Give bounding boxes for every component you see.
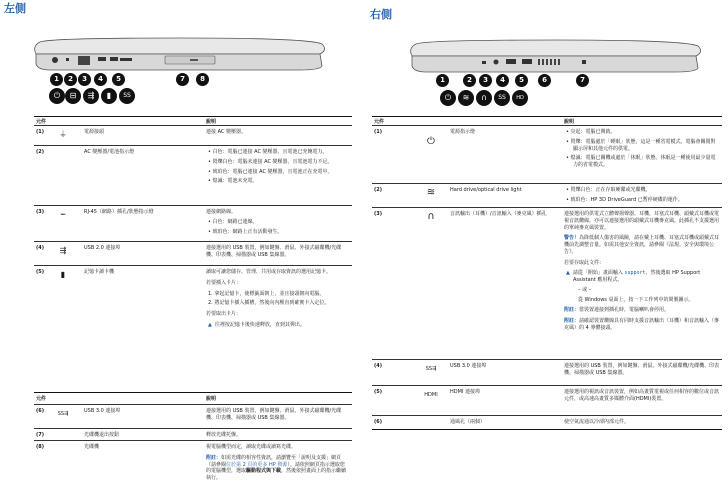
usb-ss-icon: SS [119, 88, 135, 104]
col-header-description: 說明 [564, 119, 575, 125]
usb-ss-icon: SS⇶ [57, 410, 69, 417]
callout-left-7: 7 [176, 73, 189, 86]
usb-ss-icon: SS [494, 90, 510, 106]
table-row: (8) 光碟機 視電腦機型而定，讀取光碟或讀寫光碟。 附註：如需光碟的相容性資訊，請瀏覽至「說明及支援」網頁（請參閱位於第 2 頁的更多 HP 資源）。請依照網頁指示選取您的電腦機型，選取驅動程式與下載，然後依照畫面上的指示繼續執行。 [34, 440, 352, 496]
power-plug-icon: ⏚ [59, 129, 67, 139]
callout-right-3: 3 [479, 74, 492, 87]
memory-card-icon: ▮ [60, 269, 66, 279]
usb-icon: ⇶ [59, 245, 67, 255]
laptop-left-side-illustration [30, 36, 330, 78]
power-plug-icon: ⏻ [49, 88, 65, 104]
callout-left-2: 2 [64, 73, 77, 86]
table-row: (5) HDMI HDMI 連接埠 連接選用的視訊或音訊裝置，例如高畫質電視或任何相容的數位或音訊元件，或高速高畫質多媒體介面(HDMI)裝置。 [372, 385, 722, 415]
table-row: (3) ┉ RJ-45（網路）插孔/狀態指示燈 連接網路線。 • 白色：網路已連線。 • 琥珀色：網路上正有活動發生。 [34, 205, 352, 241]
laptop-right-side-illustration [406, 38, 706, 78]
right-components-table [372, 116, 722, 432]
drive-light-icon: ≋ [458, 90, 474, 106]
usb-icon: ⇶ [83, 88, 99, 104]
network-jack-icon: ⊟ [65, 88, 81, 104]
power-button-icon: ⏻ [440, 90, 456, 106]
left-side-heading: 左側 [4, 2, 26, 15]
table-row: (1) ⏻ 電源指示燈 • 亮起：電腦已開啟。 • 閃爍：電腦處於「睡眠」狀態，這是一種省電模式。電腦會關閉對顯示屏和其他元件的供電。 • 熄滅：電腦已關機或處於「休眠」狀態。休眠是一種使用最少量電力的省電模式。 [372, 125, 722, 183]
hdmi-icon: HDMI [424, 391, 438, 398]
callout-left-4: 4 [94, 73, 107, 86]
col-header-description: 說明 [206, 119, 217, 125]
col-header-component: 元件 [36, 396, 47, 402]
callout-right-4: 4 [496, 74, 509, 87]
table-row: (2) ≋ Hard drive/optical drive light • 閃爍白色：正在存取硬碟或光碟機。 • 琥珀色：HP 3D DriveGuard 已暫停硬碟的運作。 [372, 183, 722, 207]
callout-right-2: 2 [463, 74, 476, 87]
table-row: (5) ▮ 記憶卡讀卡機 讀取可讓您儲存、管理、共用或存取資訊的選用記憶卡。 若要插入卡片： 1. 拿起記憶卡，使標籤面朝上，並且接頭朝向電腦。 2. 將記憶卡插入插槽，然後向內壓直到確實卡入定位。 若要取出卡片： ▲ 往裡按記憶卡後快速釋放，直到其彈出。 [34, 265, 352, 381]
left-components-table-2 [34, 392, 352, 502]
callout-right-5: 5 [515, 74, 528, 87]
table-row: (6) 通風孔（兩個） 使空氣流通以冷卻內部元件。 [372, 415, 722, 429]
note-speakers: 附註：當裝置連接到插孔時，電腦喇叭會停用。 [564, 307, 670, 314]
table-row: (2) AC 變壓器/電池指示燈 • 白色：電腦已連接 AC 變壓器，且電池已充飽電力。 • 閃爍白色：電腦未連接 AC 變壓器，且電池電力不足。 • 琥珀色：電腦已連接 AC 變壓器，且電池正在充電中。 • 熄滅：電池未充電。 [34, 145, 352, 205]
callout-left-1: 1 [50, 73, 63, 86]
power-button-icon: ⏻ [427, 136, 435, 148]
headset-icon: ∩ [427, 211, 435, 223]
callout-right-6: 6 [538, 74, 551, 87]
table-row: (3) ∩ 音訊輸出（耳機）/音訊輸入（麥克風）插孔 連接選用的供電式立體聲揚聲器、耳機、耳塞式耳機、頭戴式耳機或電視音訊纜線。亦可以連接選用的頭戴式耳機麥克風。此插孔不支援選用的單純麥克風裝置。 警告！為降低個人傷害的風險，請在戴上耳機、耳塞式耳機或頭戴式耳機前先調整音量。如需其他安全資訊，請參閱《法規、安全與環境公告》。 若要存取此文件： ▲ 請從「開始」畫面輸入 support，然後選取 HP Support Assistant 應用程式。 – 或 – 從 Windows 桌面上，按一下工作列中的問號圖示。 附註：當裝置連接到插孔時，電腦喇叭會停用。 附註：請確認裝置纜線具有同時支援音訊輸出（耳機）和音訊輸入（麥克風）的 4 導體接頭。 [372, 207, 722, 359]
note-connector: 附註：請確認裝置纜線具有同時支援音訊輸出（耳機）和音訊輸入（麥克風）的 4 導體接頭。 [564, 318, 720, 331]
col-header-description: 說明 [206, 396, 217, 402]
callout-right-1: 1 [436, 74, 449, 87]
callout-left-3: 3 [78, 73, 91, 86]
memory-card-icon: ▮ [101, 88, 117, 104]
col-header-component: 元件 [374, 119, 385, 125]
table-row: (4) SS⇶ USB 3.0 連接埠 連接選用的 USB 裝置，例如鍵盤、滑鼠、外接式磁碟機/光碟機、印表機、掃描器或 USB 集線器。 [372, 359, 722, 385]
network-jack-icon: ┉ [60, 209, 66, 219]
headset-icon: ∩ [476, 90, 492, 106]
warning-note: 警告！為降低個人傷害的風險，請在戴上耳機、耳塞式耳機或頭戴式耳機前先調整音量。如需其他安全資訊，請參閱《法規、安全與環境公告》。 [564, 235, 720, 255]
left-components-table [34, 116, 352, 384]
col-header-component: 元件 [36, 119, 47, 125]
hp-resources-link[interactable]: 位於第 2 頁的更多 HP 資源 [226, 461, 288, 468]
drive-light-icon: ≋ [426, 187, 436, 199]
table-row: (7) 光碟機退出按鈕 釋放光碟托盤。 [34, 428, 352, 440]
callout-right-7: 7 [576, 74, 589, 87]
table-row: (4) ⇶ USB 2.0 連接埠 連接選用的 USB 裝置，例如鍵盤、滑鼠、外接式磁碟機/光碟機、印表機、掃描器或 USB 集線器。 [34, 241, 352, 265]
hdmi-icon: HD [512, 90, 528, 106]
table-row: (6) SS⇶ USB 3.0 連接埠 連接選用的 USB 裝置，例如鍵盤、滑鼠、外接式磁碟機/光碟機、印表機、掃描器或 USB 集線器。 [34, 404, 352, 428]
right-side-heading: 右側 [370, 8, 392, 21]
callout-left-5: 5 [112, 73, 125, 86]
drive-note: 附註：如需光碟的相容性資訊，請瀏覽至「說明及支援」網頁（請參閱位於第 2 頁的更多 HP 資源）。請依照網頁指示選取您的電腦機型，選取驅動程式與下載，然後依照畫面上的指示繼續執行。 [206, 454, 347, 481]
callout-left-8: 8 [196, 73, 209, 86]
usb-ss-icon: SS⇶ [425, 365, 437, 372]
table-row: (1) ⏚ 電源接頭 連接 AC 變壓器。 [34, 125, 352, 145]
